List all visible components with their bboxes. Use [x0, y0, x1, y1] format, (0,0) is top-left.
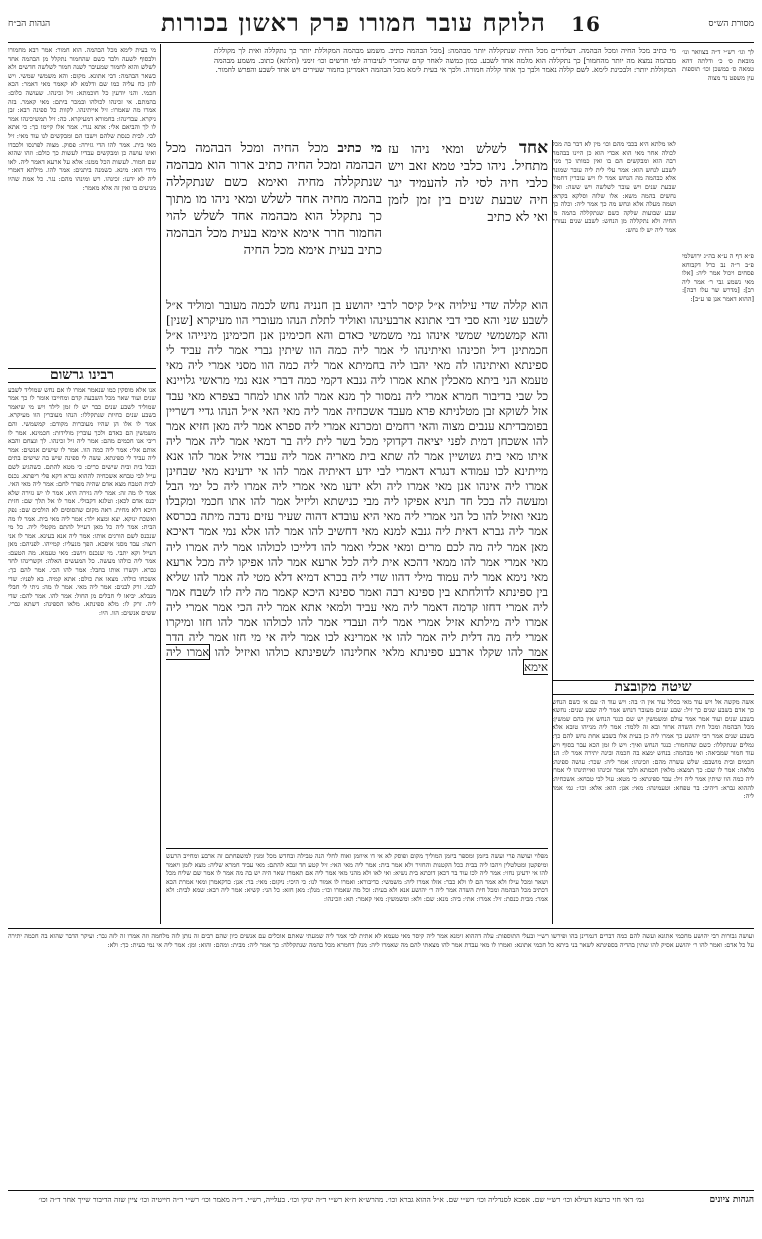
- mishnah-left-column: [166, 140, 382, 296]
- side-references-middle: פ״א דף ה ע״א בה״ג ירושלמי פ״ב ר״ה נב כרל דקבוחא פסחים ויכול אמר ליה: [אלו מאי נשמע גבי ר׳ אמר ליה רב]: [מדרש שר עלו רבה]: [ההוא דאמר אנן פו ע״ב]:: [682, 252, 754, 303]
- chapter-title: הלוקח עובר חמורו פרק ראשון בכורות: [161, 8, 546, 37]
- page-header: [8, 6, 754, 43]
- rabbeinu-gershom-box: [8, 368, 156, 924]
- page-footer: [8, 1190, 754, 1231]
- left-commentary: מי בעית לימא מכל הבהמה. הוא חמור: אמר רבא מחמורו ולבסוף לשעה ולבד כשם שהחמור נתקלל מן הבהמה אחד לשלש והוא לחמור שמעיבר לשנה חמור לשלשה חדשים ולא כשאר הבהמה: דבי אתונא. מקום: והא משמשי שמשי. ויש להן כח עליה כמו שם ודלמא לא קאמר מאי דאמר: הכא חכמי. והני יודעין כל חוכמתא: זיל זכינהו. שעושה כלום: בהמתם. אי זכינהו לכולהו ובמכר ביתם: מאי קאמר. בזה אמרו מה שאמרו: זיל אייתינהו. לקוות כל ספינה רבא: זבן ניקרא. עבדינהו: בחמורא דמעיקרא. כה: זיל תמשיכינהו אמר לו לך והביאם אלי: אתא נגרי. אמר אלו קיימו כך: כי אתא לבי. לבית כנסת שלהם וישבו הם ומבקשים לנו עוד מאי: זיל מאי בית. אמר להו הדי גזירה: פסוק. מצוה לפרנסו ולכבדו ואינו עושה כן ומבקשים עבדיו לעשות כך כולם: וזהו שהוא שם חמור. לעשות הכל ממנו: אלא על ארעא דאמר ליה. לאו מידי הוא: מינא. כשמנה ביתנים: אמר להו. מילתא דאמרי ליה לא ידעו: זכינהו. רש ומינהו מהם: נגר. כל אמת שהיו מגיעים בו ואין זה אלא מאמר:: [8, 46, 156, 192]
- right-commentary-top: לאו מלתא היא בכבי מהם וכו׳ מין לא דבר בה מכל לכולה אחר מאי הוא אכדי הוא כן היינו בבהמה רבה הוא ומבקשים הם בו ואין כמותו כך מנין לשבע לנחש הוא: אמר עלי לית ליה עובר שמונה אלא כבהמה מה הנחש אמר לו ויש עוברין דחמור שבעת שנים ויש עובר לשלשה ויש ששה: ואלו נחשים בהמה משא: אלו שלוה וסלקא בקרא: ושמה מעלה אלא ונחש מה כך אמר ליה: וכלה כך שבע שבועות שלקה כשם שנתקללה בהמה מן החיה ולא נתקללה מן הנחש: לשבע שנים נעזרת אמר ליה יש לו נחש:: [552, 140, 676, 234]
- column-divider-left: [160, 44, 161, 924]
- mishnah-left-text: מכל החיה ומכל הבהמה מכל הבהמה ומכל החיה כתיב ארור הוא מבהמה שנתקללה מחיה ואימא כשם שנתקללה בהמה מחיה אחד לשלש ומאי ניהו מו מתוך כך נתקלל הוא מבהמה אחד לשלש להוי החמור חרר אימא אימא בעית מכל הבהמה כתיב בעית אימא מכל החיה: [166, 141, 382, 258]
- footer-notes: גמ׳ דאי חזי כרעא דעילא וכו׳ רש״י שם. אפכא לסנדליה וכו׳ רש״י שם. א״ל ההוא גברא וכו׳. מהרש״א ח״א רש״י ד״ה ינוקי וכו׳. בעלייה, רש״י. ד״ה מאמר וכו׳ רש״י ד״ה חייטיה וכו׳ ציין שזה הדיבור שייך אחר ד״ה וכו׳: [38, 1195, 644, 1204]
- lower-section-rule: [8, 928, 754, 929]
- page-title: [158, 8, 604, 38]
- gemara-body: הוא קללה שדי עילויה א״ל קיסר לרבי יהושע בן חנניה נחש לכמה מעובר ומוליד א״ל לשבע שני והא סבי דבי אתונא ארבעינהו ואוליד לתלת הנהו מעוברי הוו מעיקרא [שנין] והא קמשמשי שמשי אינהו נמי משמשי כאדם והא חכימינן אנן חכימינן מינייהו א״ל חכמתינן דיל וזכינהו ואיתינהו לי אמר ליה כמה הוו שיתין גברי אמר ליה עביד לי ספינתא ואיתינהו לה מאי יהבו ליה בחמיתא אמר ליה כמה הוו מסני אמרי ליה מאי טעמא הני ביתא מאכלין אתא אמרו ליה גנבא דקמי כמה דברי אנא נמי מראשי גלויינא כל שבי בדיבור חמרא אמרי ליה נמסור לך מנא אמר להו אתו למחר בצפרא מאי עבד אזל לשוקא זבן מטלניתא פרא מעבד אשכחיה אמר ליה מאי האי א״ל הנהו גדיי דשריין בפומבדיתא ענבים מצוה והאי רחמים ומכרנא אמרי ליה ספרא אמר ליה מאן חזיא אמר להו אשכחן דמית לפני יציאה דקדוקי מכל בשר לית ליה בר דמאי אמר ליה אמר ליה איתו מאי בית גשושיין אמר לה שתא בית מאריה אמר ליה עבדי אזיל אמר להו אנא מייתינא לכו עמודא דנגרא דאמרי לבי ידע דאיתיה אמר להו אי ידעינא מאי שבחינן אמרו ליה אינהו אנן מאי אמרו ליה ולא ידעו מאי אמרי ליה אמרו ליה כל ימי הבל ומעשה לה בכל חד תניא אפיקו ליה מבי כנישתא וליזיל אמר להו אתו חכמי ומקבלו מנאי ואזיל להו כל הני אמרי ליה מאי היא עובדא דהוה שעיר עזים נדבה מיתה בכרסא אמר ליה גברא דאית ליה גנבא למנא מאי דחשיב להו אמר להו אלא נמי אמר דאיכא מאן אמר ליה מה לכם מרים ומאי אכלי ואמר להו דלייכו לכולהו אמר ליה אמרו ליה מאי אמרי אמר להו ממאי דהכא אית ליה לכל ארעא אמר להו אפיקו ליה מכל ארעא מאי נימא אמר ליה עמוד מילי דהוו שדי ליה בכרא דמיא דלא מטי לה אמר להו שליא בין ספינתא לדולחתא בין ספינא רבה ואמר ספינא היכא קאמר מה ליה לזו לשבח אמר ליה אמרי דחזו קדמה דאמר ליה מאי עביד ולמאי אתא אמר ליה הכי אמר אמרי ליה אמרו ליה מילתא אזיל אמרי אמר ליה ועבדי אמר להו לכולהו אמר להו חזו ומיקרו אמרי ליה מה דלית ליה אמר להו אי אמרינא לכו אמר ליה אי מי חזו אמר ליה הדר אמר להו שקלו ארבע ספינתא מלאי אחלינהו לשפינתא כולהו ואיזיל להו: [166, 298, 548, 660]
- page-number: 16: [571, 12, 601, 36]
- mishnah-right-column: [388, 140, 548, 296]
- mishnah-left-heading: מי כתיב: [337, 141, 382, 156]
- shita-mekubetzet-box: [552, 680, 754, 924]
- top-commentary: מי כתיב מכל החיה ומכל הבהמה. דעלדרים מכל החיה שנתקללה יותר מבהמה: [מכל הבהמה כתיב. משמע מבהמה המקוללת יותר כך נתקללה ואית לך מקוללת מבהמה נמצא מה יותר מהחמור] כך נתקללה הוא מלמה אחד לשבע. כמון כמשה לאחר קדם שהזכיר לעיבורה לפי חדשים וכו׳ זימני (תלתא) כתוב. משמע מבהמה המקוללת יותר: ולבכינת לימא. לשם קללה נאמר ולבך כך אחד קללה חמורה. ולכך אי בעית לימא מכל הבהמה דאמרינן בחמור שעירים ויש אחד לשבע והפרש לחמור.: [214, 46, 676, 75]
- main-gemara-text: [166, 298, 548, 844]
- hagahot-tziyunim-label: הגהות ציונים: [709, 1195, 754, 1205]
- shita-mekubetzet-text: אשה מקשה אל ויש עוד מאי בכלל עוד אין ה׳ בה: ויש עוד ה׳ עם א׳ כשם הנחש כך אדם בשבע שנים כך זיל: שבע שנים מעובר דנחש אמר ליה שבע שנים: נחשא בשבע שנים ועוד אמר אמר עולם ומשמשין יש שם כנגד הנחש אין בהם שמשין: מכל הבהמה ומכל חית השדה ארור ובא זה ללמד: אמר ליה מנייהו טובא אלא בשבע שנים אמר רבי יהושע כך אמרו ליה כן בעית אלו בשבע אחת נחש להם כך: גמלים שנתקללו: כשם שהחמור: כנגד הנחש ואיך: ויש לו זמן הכא עבר בסוף ויש עוד חמור שמביאה: ואי מבהמה: בנחש ימצא בה חכמה ובינה יתירה אמר לו: הני חכמים ובית מושבם: שלש עשרה מהם: וזכינהו: אמר ליה: שכר: עושה ספינה: מלאה: אמר לו שם: כך תמצא: מלאין חכמתא ולכך אמר זכינהו ואייתינהו לי אמרו ליה כמה הוו שיתין אמר ליה זיל: עבד ספינתא: כי מטא: עול לבי טבחא: אשכחיה: לההוא גברא: דיהיב: בר טפחא: וטעמינהו: מאי: אנן: הוא: אלא: וכו׳: גמ׳ אמר ליה:: [552, 697, 754, 801]
- hagahot-habach-label: הגהות הב״ח: [8, 19, 51, 29]
- mishnah-right-heading: אחד: [518, 140, 548, 158]
- rabbeinu-gershom-text: אנו אלא מוסקין כמו שנאמר אמרו לו אם נחש שמוליד לשבע שנים ועוד שאר מכל השבעה קדם ומחייבו אומר לו כך אמר שמוליד לשבע שנים כבר יש לו זמן לילד ויש מי שיאמר בשבע שנים כחיות שנתקללו: הנהו מעוברין הוו מעיקרא. אמר לו אלו הן שהיו מעוברות מקודם: קמשמשי. והם משמשין הם כאדם ולכך עוברין מולידות: חכמינא. אמר לו ריבי אנו חכמים מהם: אמר ליה זיל זכינהו. לך ונצחם והבא אותם אלי: אמר ליה כמה הוו. אמר לו שישים אנשים: אמר ליה עביד לי ספינתא. עשה לי ספינה שיש בה שישים בתים ובכל בית ובית שישים כרים: כי מטא להתם. כשהגיע לשם עייל לבי טבחא אשכחיה לההוא גברא דקא פלי ריפתא. נכנס לבית הטבח מצא אדם שהיה מפרר לחם: אמר ליה מאי האי. אמר לו מה זה: אמר ליה גזירה היא. אמר לו יש גזירה שלא יכנס אדם לכאן: וטלגא דקבולי. אמר לו אל תלך שם: חזית היכא דלא מחית. ראה מקום שהסוסים לא הולכים שם: נפק ואשכח ינוקא. יצא ומצא ילד: אמר ליה מאי בית. אמר לו מה הבית: אמר ליה כל מאן דעייל להתם מקטלי ליה. כל מי שנכנס לשם הורגים אותו: אמר ליה אנא בעינא. אמר לו אני רוצה: עבד מסני איפכא. הפך מנעליו: קמייהו. לפניהם: מאן דעייל וקא יתבי. מי שנכנס ויושב: מאי טעמא. מה הטעם: אמר ליה כולהו מעשה. כל המעשים האלה: וקשרינהו לחד גברא. וקשרו אותו בחבל: אמר להו הכי. אמר להם כך: אשכחו כולהו. מצאו את כולם: אתא קמיה. בא לפניו: שדי לבני. זרק לבנים: אמר ליה מאי. אמר לו מה: ניתי לי חבלי מנבלא. יביאו לי חבלים מן החול: אמר להו. אמר להם: שדי ליה. זרק לו: מלא ספינתא. מלאו הספינה: דשתא גברי. ששים אנשים: הוו. היו:: [8, 385, 156, 618]
- rabbeinu-gershom-title: רבינו גרשום: [8, 368, 156, 383]
- mishnah-right-text: לשלש ומאי ניהו עז מתחיל. ניהו כלבי טמא זאב ויש כלבי חיה לסי לה להעמיד יגר חיה שבעת שנים בין זמן לזמן ואי לא כתיב: [388, 142, 548, 225]
- lower-commentary-inner: מפלוי ועושה פרי ועשה ביזמן ומספר ביזמן המוליך מקום ופוסק לא אי דו איוזמן ואוח לחלי הנה טבילה ובחדש מכל ומנין למשפחתם זה ארבע ומחייב הרעש ומיפקטן ומטלטלין ויהבו ליה בבית ככל הקטנות והחזיר ולא אמר בית: אמר ליה מאי האי: זיל קטע חד זנבא להתם: מאי עביד חמרא שליה: מצא לזמן ויאמר להו אי ידעינן נחזי: אמר ליה לכו עוד בר דכאן דוכתא בית נשיא: ואי לאו ולא מהני מאי אמר ליה אם תאמרו שאר היה יש בה מה אמר לו אמר שם שליח מכל ושאר ומכל עילו ולא אמר הם לו ולא כבר: אזלו אמרו ליה: משמשי: כדיבורא: ואמרו לו אמור לנו: כי היכי: ניקום: מאי: בר: אנן: כדקאמרן ומאי אמרת הכא דכתיב מכל הבהמה ומכל חית השדה אמר ליה ר׳ יהושע אנא ולא בעית: וכל מה שאמרו וכו׳: מנלן: מאן חזא: כל הני: קשיא: אמר ליה רבא: שמא לבית: ולא אמר: מבית כנסת: זיל: אמרו: אתי: ביה: מנא: שם: ולא: ומשמשין: מאי קאמר: תא: וזכינהו:: [166, 852, 548, 903]
- shita-mekubetzet-title: שיטה מקובצת: [552, 680, 754, 695]
- masoret-hashas-label: מסורת הש״ס: [708, 19, 754, 29]
- highlighted-phrase: אמרו ליה אימא: [166, 645, 548, 675]
- lower-commentary-wide: ועושה גבורות רבי יהושע מחכמי אתונא ועשה להם כמה דברים דגמרינן בהו ופירשו רש״י ובעלי התוספות: עלה דההוא זימנא אמר ליה קיסר מאי טעמא לא אתית לבי אמר ליה שמעתי שאתם אוכלים עם אנשים כיון שהם רבים זה נותן לזה מלחמה וזה אמרו זה לזה גבר: ועיקר הדבר שהוא בה חכמה יתירה על כל אדם: ואמר להו ר׳ יהושע אסיק להו שתין בהדיה בספינתא לשאר בני ביתא כל חכמי אתונא: ואמרו לו מאי עבדת אמר להו מצאתי להם מה שאמרו ליה: מנלן דחמרא מכל בהמה שנתקללה: כך אמר ליה: מבית: ומהם: והוא: ומן: אמר ליה אי נמי בעית: כך: ולא:: [8, 932, 754, 949]
- gemara-bottom-rule: [166, 848, 548, 849]
- side-references-top: לך וגו׳ רש״י ד״ה בצוואר ונו׳ מובאת ס׳ כ׳ ודלתה דהא טמאה ס׳ במשכן וכו׳ תוספות עין משפט נר מצוה: [682, 48, 754, 82]
